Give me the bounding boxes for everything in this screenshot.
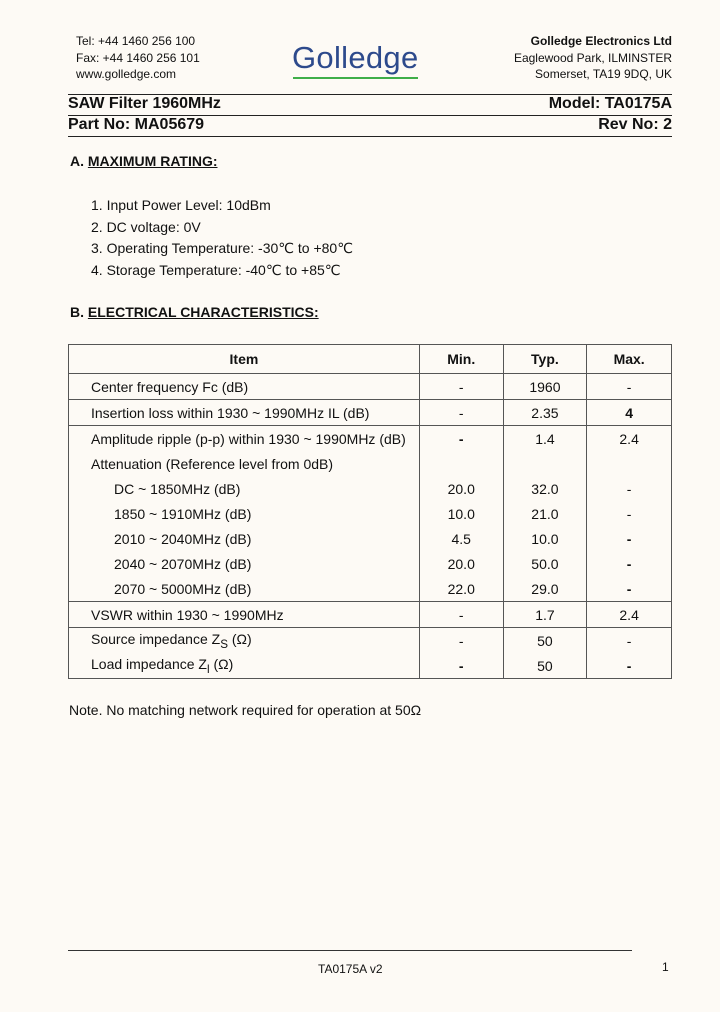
row-max: - [587, 576, 672, 602]
row-typ: 50 [503, 628, 587, 654]
row-min: - [419, 628, 503, 654]
row-max: - [587, 476, 672, 501]
address-line-1: Eaglewood Park, ILMINSTER [513, 50, 672, 65]
page-number: 1 [662, 960, 669, 974]
electrical-characteristics-table [68, 344, 672, 679]
row-item: 2010 ~ 2040MHz (dB) [69, 526, 420, 551]
row-max: - [587, 501, 672, 526]
row-max: - [587, 653, 672, 679]
row-typ: 1.4 [503, 426, 587, 452]
table-row [69, 576, 672, 602]
logo-text: Golledge [292, 40, 419, 75]
row-min: 10.0 [419, 501, 503, 526]
row-max: 4 [587, 400, 672, 426]
table-row [69, 602, 672, 628]
section-a-heading [70, 153, 218, 169]
section-b-heading [70, 304, 319, 320]
impedance-unit: (Ω) [231, 630, 252, 647]
row-min: 4.5 [419, 526, 503, 551]
row-max: 2.4 [587, 602, 672, 628]
part-number: Part No: MA05679 [68, 116, 205, 133]
company-address [514, 33, 672, 83]
row-min: - [419, 653, 503, 679]
rating-item: 4. Storage Temperature: -40℃ to +85℃ [91, 262, 341, 279]
row-min: - [419, 426, 503, 452]
table-row [69, 551, 672, 576]
row-min: 20.0 [419, 551, 503, 576]
row-item: VSWR within 1930 ~ 1990MHz [69, 602, 420, 628]
row-max: - [587, 551, 672, 576]
row-item: 2070 ~ 5000MHz (dB) [69, 576, 420, 602]
note-text: Note. No matching network required for operation at 50Ω [69, 702, 422, 718]
footer-rule [68, 950, 632, 951]
title-rule-bottom [68, 136, 672, 137]
impedance-subscript: l [206, 662, 210, 676]
row-typ [503, 451, 587, 476]
row-max: 2.4 [587, 426, 672, 452]
row-item: Insertion loss within 1930 ~ 1990MHz IL (dB) [69, 400, 420, 426]
row-typ: 10.0 [503, 526, 587, 551]
header-item: Item [69, 345, 420, 374]
table-row [69, 653, 672, 679]
header-max: Max. [587, 345, 672, 374]
row-min: - [419, 602, 503, 628]
row-max [587, 451, 672, 476]
impedance-symbol: Z [211, 630, 221, 647]
row-typ: 1960 [503, 374, 587, 400]
section-b-title: ELECTRICAL CHARACTERISTICS: [87, 304, 319, 320]
company-name: Golledge Electronics Ltd [530, 34, 672, 48]
row-min: - [419, 400, 503, 426]
title-row-2 [68, 116, 672, 134]
table-row [69, 374, 672, 400]
row-item: 2040 ~ 2070MHz (dB) [69, 551, 420, 576]
maximum-rating-list [91, 195, 353, 282]
row-typ: 32.0 [503, 476, 587, 501]
golledge-logo [292, 40, 419, 76]
table-row [69, 476, 672, 501]
impedance-symbol: Z [198, 655, 207, 672]
row-max: - [587, 374, 672, 400]
revision-number: Rev No: 2 [598, 116, 672, 133]
row-typ: 50 [503, 653, 587, 679]
row-typ: 2.35 [503, 400, 587, 426]
product-name: SAW Filter 1960MHz [68, 95, 221, 112]
rating-item: 2. DC voltage: 0V [91, 218, 201, 235]
row-item: Amplitude ripple (p-p) within 1930 ~ 1990MHz (dB) [69, 426, 420, 452]
row-item-label: Source impedance [91, 630, 208, 647]
section-a-prefix: A. [70, 153, 84, 169]
row-typ: 29.0 [503, 576, 587, 602]
section-b-prefix: B. [70, 304, 84, 320]
row-typ: 1.7 [503, 602, 587, 628]
row-min [419, 451, 503, 476]
row-min: - [419, 374, 503, 400]
contact-fax: Fax: +44 1460 256 101 [76, 50, 200, 65]
row-item [69, 628, 420, 654]
contact-website: www.golledge.com [76, 67, 177, 81]
contact-tel: Tel: +44 1460 256 100 [76, 34, 196, 48]
address-line-2: Somerset, TA19 9DQ, UK [535, 67, 672, 81]
table-header-row [69, 345, 672, 374]
row-item: 1850 ~ 1910MHz (dB) [69, 501, 420, 526]
title-row-1 [68, 95, 672, 113]
row-item: Attenuation (Reference level from 0dB) [69, 451, 420, 476]
table-row [69, 426, 672, 452]
impedance-unit: (Ω) [213, 655, 234, 672]
rating-item: 1. Input Power Level: 10dBm [91, 197, 271, 213]
row-item [69, 653, 420, 679]
logo-underline [293, 77, 418, 79]
row-item: Center frequency Fc (dB) [69, 374, 420, 400]
row-max: - [587, 628, 672, 654]
row-typ: 50.0 [503, 551, 587, 576]
row-max: - [587, 526, 672, 551]
header-typ: Typ. [503, 345, 587, 374]
section-a-title: MAXIMUM RATING: [87, 153, 218, 169]
contact-info [76, 33, 200, 83]
table-row [69, 451, 672, 476]
header-min: Min. [419, 345, 503, 374]
model-number: Model: TA0175A [548, 95, 672, 112]
row-typ: 21.0 [503, 501, 587, 526]
rating-item: 3. Operating Temperature: -30℃ to +80℃ [91, 240, 353, 257]
row-item: DC ~ 1850MHz (dB) [69, 476, 420, 501]
row-min: 22.0 [419, 576, 503, 602]
footer-doc-id: TA0175A v2 [318, 962, 383, 976]
row-min: 20.0 [419, 476, 503, 501]
impedance-subscript: S [220, 637, 228, 651]
table-row [69, 400, 672, 426]
table-row [69, 526, 672, 551]
table-row [69, 501, 672, 526]
table-row [69, 628, 672, 654]
row-item-label: Load impedance [91, 655, 195, 672]
